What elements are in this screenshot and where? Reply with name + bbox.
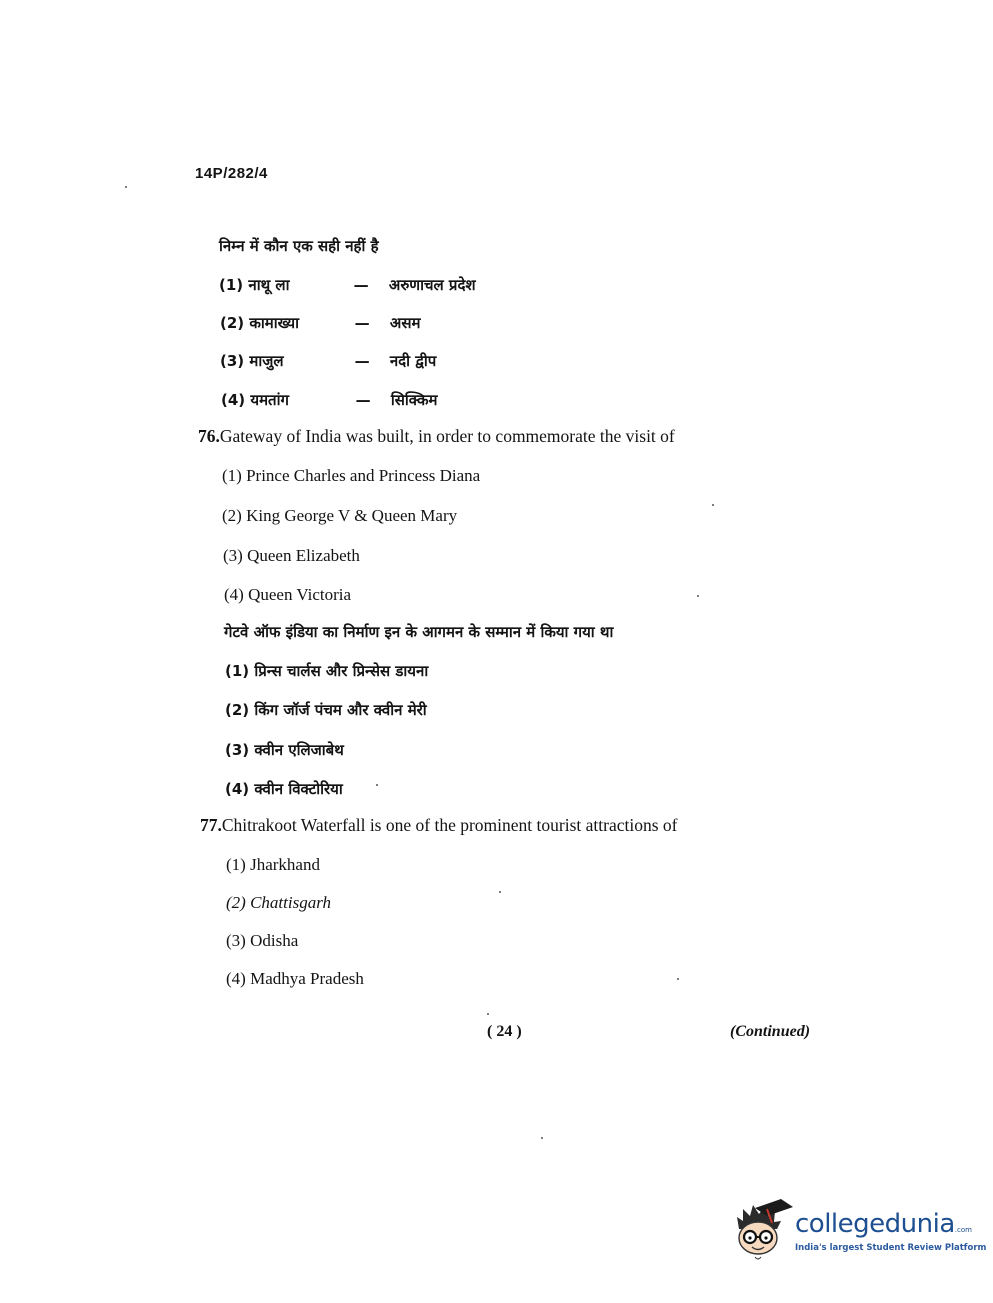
- scan-speck: [125, 186, 127, 188]
- question-text: Gateway of India was built, in order to commemorate the visit of: [219, 426, 675, 446]
- question-number: 76.: [198, 426, 220, 446]
- continued-label: (Continued): [730, 1023, 811, 1040]
- option-number: (3): [220, 352, 245, 370]
- option-state: नदी द्वीप: [389, 352, 437, 370]
- q76-option-2: (2) King George V & Queen Mary: [222, 506, 458, 525]
- option-dash: —: [353, 276, 369, 294]
- q75-option-3: [220, 351, 436, 371]
- option-place: नाथू ला: [248, 276, 290, 294]
- q76-question: [198, 426, 675, 447]
- brand-wordmark: [795, 1209, 972, 1239]
- question-number: 77.: [200, 815, 222, 835]
- q77-option-1: (1) Jharkhand: [226, 855, 320, 874]
- q76-hindi-option-4: (4) क्वीन विक्टोरिया: [225, 780, 343, 798]
- scan-speck: [712, 504, 714, 506]
- option-place: यमतांग: [250, 391, 289, 409]
- collegedunia-watermark: [733, 1195, 987, 1270]
- option-place: माजुल: [249, 352, 284, 370]
- scan-speck: [541, 1137, 543, 1139]
- scan-speck: [376, 784, 378, 786]
- brand-name: collegedunia: [795, 1209, 955, 1239]
- option-place: कामाख्या: [249, 314, 300, 332]
- mascot-icon: [733, 1195, 795, 1265]
- q75-option-4: [221, 390, 437, 410]
- q76-option-4: (4) Queen Victoria: [224, 585, 352, 604]
- scan-speck: [697, 595, 699, 597]
- q76-hindi-option-3: (3) क्वीन एलिजाबेथ: [225, 741, 344, 759]
- option-state: सिक्किम: [390, 391, 438, 409]
- brand-suffix: .com: [954, 1226, 972, 1234]
- scan-speck: [499, 891, 501, 893]
- option-dash: —: [355, 391, 371, 409]
- option-state: असम: [389, 314, 421, 332]
- q75-hindi-question: निम्न में कौन एक सही नहीं है: [219, 237, 379, 255]
- paper-code: 14P/282/4: [195, 165, 268, 182]
- q76-option-3: (3) Queen Elizabeth: [223, 546, 360, 565]
- option-number: (1): [219, 276, 244, 294]
- q77-option-2: (2) Chattisgarh: [226, 893, 332, 912]
- question-text: Chitrakoot Waterfall is one of the prominent tourist attractions of: [221, 815, 678, 835]
- q77-option-3: (3) Odisha: [226, 931, 299, 950]
- scan-speck: [487, 1013, 489, 1015]
- brand-tagline: India's largest Student Review Platform: [795, 1243, 987, 1253]
- option-number: (4): [221, 391, 246, 409]
- q76-hindi-option-1: (1) प्रिन्स चार्लस और प्रिन्सेस डायना: [225, 662, 429, 680]
- q76-hindi-question: गेटवे ऑफ इंडिया का निर्माण इन के आगमन के सम्मान में किया गया था: [224, 623, 614, 641]
- scan-speck: [677, 978, 679, 980]
- page-number: ( 24 ): [487, 1023, 522, 1040]
- option-dash: —: [354, 314, 370, 332]
- q76-option-1: (1) Prince Charles and Princess Diana: [222, 466, 481, 485]
- q77-question: [200, 815, 677, 836]
- q75-option-1: [219, 275, 476, 295]
- option-dash: —: [354, 352, 370, 370]
- option-number: (2): [220, 314, 245, 332]
- option-state: अरुणाचल प्रदेश: [388, 276, 476, 294]
- q75-option-2: [220, 313, 420, 333]
- q77-option-4: (4) Madhya Pradesh: [226, 969, 364, 988]
- q76-hindi-option-2: (2) किंग जॉर्ज पंचम और क्वीन मेरी: [225, 701, 427, 719]
